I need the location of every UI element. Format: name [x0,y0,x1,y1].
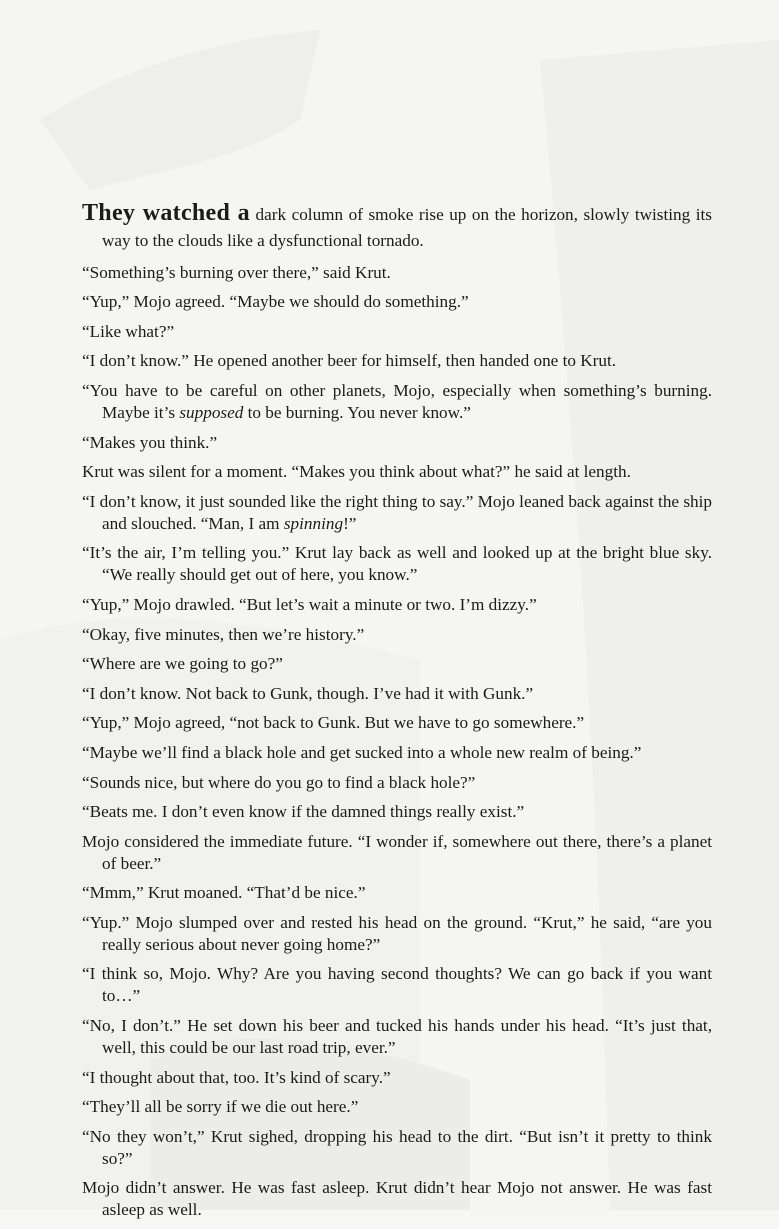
paragraph-text: “It’s the air, I’m telling you.” Krut lay back as well and looked up at the bright blue sky. “We really should get out of here, you know.” [82,543,712,585]
story-text [82,200,712,1229]
paragraph [82,653,712,675]
paragraph-text: “Makes you think.” [82,432,218,452]
paragraph-text: to be burning. You never know.” [243,402,471,422]
paragraph [82,801,712,823]
paragraph [82,262,712,284]
paragraph-text: “Mmm,” Krut moaned. “That’d be nice.” [82,883,366,903]
paragraph [82,1126,712,1170]
paragraph-text: “Okay, five minutes, then we’re history.” [82,624,365,644]
paragraph-text: “Where are we going to go?” [82,654,283,674]
paragraph [82,291,712,313]
paragraph [82,912,712,956]
paragraph [82,321,712,343]
paragraph-text: “Yup,” Mojo agreed, “not back to Gunk. But we have to go somewhere.” [82,713,585,733]
paragraph [82,712,712,734]
paragraph [82,1067,712,1089]
paragraph [82,683,712,705]
emphasis-text: spinning [283,513,344,533]
paragraph [82,380,712,424]
paragraph-text: “No, I don’t.” He set down his beer and tucked his hands under his head. “It’s just that, well, this could be our last road trip, ever.” [82,1016,712,1058]
closing-paragraph [82,1177,712,1221]
paragraph-text: “Yup,” Mojo agreed. “Maybe we should do something.” [82,292,469,312]
paragraph-text: “Yup.” Mojo slumped over and rested his head on the ground. “Krut,” he said, “are you really serious about never going home?” [82,912,712,954]
paragraph [82,624,712,646]
paragraph-text: “I think so, Mojo. Why? Are you having second thoughts? We can go back if you want to…” [82,964,712,1006]
paragraph-text: “Yup,” Mojo drawled. “But let’s wait a minute or two. I’m dizzy.” [82,594,537,614]
opening-paragraph [82,200,712,254]
paragraph-text: “I don’t know.” He opened another beer for himself, then handed one to Krut. [82,351,617,371]
paragraph [82,1015,712,1059]
paragraph [82,542,712,586]
paragraph-text: “Like what?” [82,321,175,341]
paragraph-text: “I don’t know, it just sounded like the right thing to say.” Mojo leaned back against the ship and slouched. “Man, I am [82,491,712,533]
paragraph-text: “Beats me. I don’t even know if the damned things really exist.” [82,802,525,822]
paragraph [82,594,712,616]
emphasis-text: supposed [179,402,244,422]
paragraph [82,432,712,454]
paragraph [82,350,712,372]
paragraph-text: “No they won’t,” Krut sighed, dropping his head to the dirt. “But isn’t it pretty to think so?” [82,1126,712,1168]
paragraph-text: “I thought about that, too. It’s kind of scary.” [82,1067,391,1087]
paragraph-text: “You have to be careful on other planets, Mojo, especially when something’s burning. Maybe it’s [82,380,712,422]
paragraph-text: Krut was silent for a moment. “Makes you think about what?” he said at length. [82,462,631,482]
paragraph-text: “Sounds nice, but where do you go to find a black hole?” [82,772,476,792]
paragraph-text: Mojo considered the immediate future. “I wonder if, somewhere out there, there’s a planet of beer.” [82,831,712,873]
paragraph [82,882,712,904]
paragraph [82,963,712,1007]
paragraph-text: dark column of smoke rise up on the horizon, slowly twisting its way to the clouds like a dysfunctional tornado. [102,205,712,250]
paragraph [82,831,712,875]
paragraph [82,491,712,535]
paragraph-text: “Maybe we’ll find a black hole and get sucked into a whole new realm of being.” [82,742,642,762]
paragraph [82,742,712,764]
paragraph [82,461,712,483]
lead-in-text: They watched a [82,200,250,226]
paragraph [82,772,712,794]
paragraph-text: !” [343,513,357,533]
paragraph-text: “They’ll all be sorry if we die out here.” [82,1097,359,1117]
paragraph-text: Mojo didn’t answer. He was fast asleep. Krut didn’t hear Mojo not answer. He was fast asleep as well. [82,1178,712,1220]
paragraph-text: “I don’t know. Not back to Gunk, though. I’ve had it with Gunk.” [82,683,534,703]
paragraph-text: “Something’s burning over there,” said Krut. [82,262,391,282]
paragraph [82,1096,712,1118]
